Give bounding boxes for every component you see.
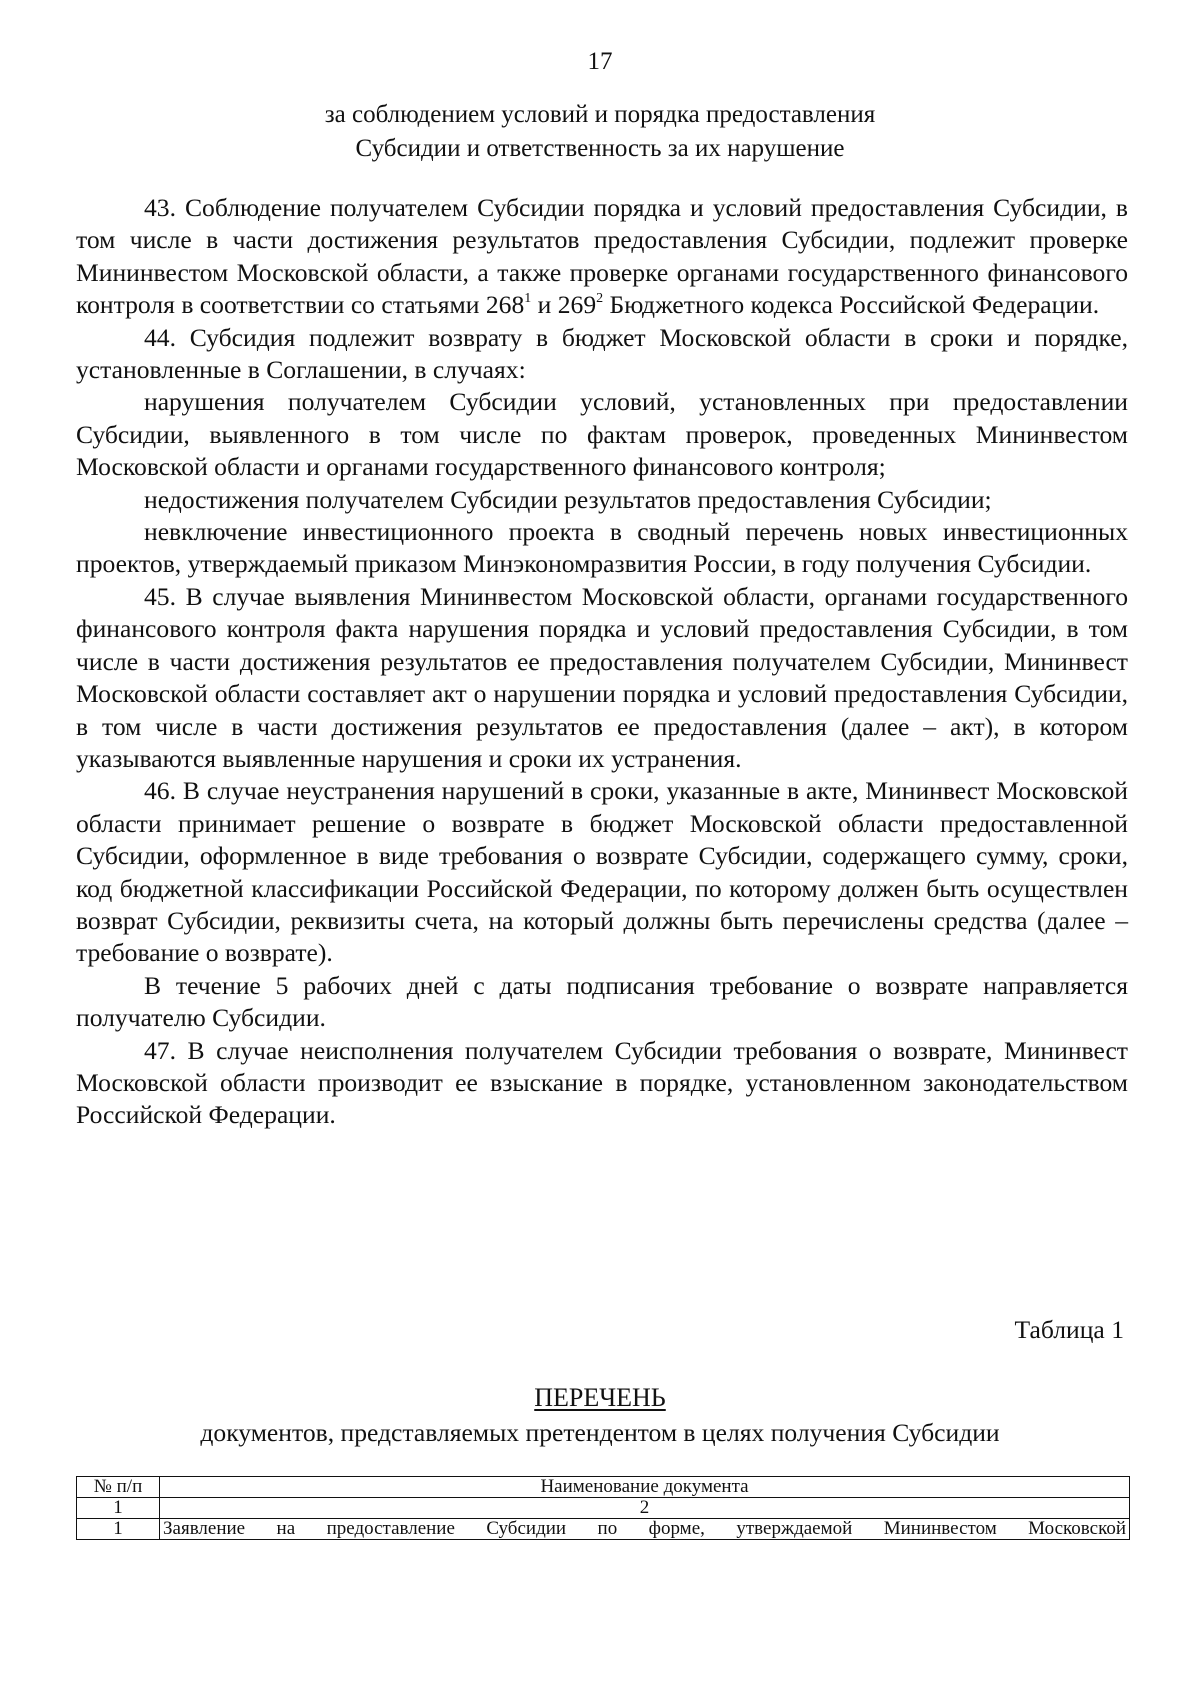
paragraph-43 (76, 192, 1128, 322)
header-number: № п/п (77, 1477, 160, 1498)
table-caption: Таблица 1 (1014, 1315, 1124, 1344)
list-title: ПЕРЕЧЕНЬ (534, 1383, 666, 1412)
table-header-row (77, 1477, 1130, 1498)
list-subtitle: документов, представляемых претендентом в целях получения Субсидии (200, 1418, 1000, 1447)
documents-table (76, 1476, 1130, 1540)
footnote-sup-1: 1 (524, 290, 532, 306)
numbering-col-1: 1 (77, 1498, 160, 1519)
paragraph-44-case-1: нарушения получателем Субсидии условий, установленных при предоставлении Субсидии, выявленного в том числе по фактам проверок, проведенных Мининвестом Московской области и органами государственного финансового контроля; (76, 387, 1128, 482)
row-number: 1 (77, 1519, 160, 1540)
section-heading (0, 98, 1200, 166)
paragraph-47: 47. В случае неисполнения получателем Субсидии требования о возврате, Мининвест Московской области производит ее взыскание в порядке, установленном законодательством Российской Федерации. (76, 1035, 1128, 1130)
paragraph-43-mid: и 269 (531, 290, 597, 320)
page-number: 17 (587, 48, 613, 75)
section-heading-line-1: за соблюдением условий и порядка предоставления (324, 101, 876, 128)
row-document-name: Заявление на предоставление Субсидии по форме, утверждаемой Мининвестом Московской (160, 1519, 1130, 1540)
paragraph-44-case-2: недостижения получателем Субсидии результатов предоставления Субсидии; (144, 484, 992, 514)
paragraph-43-text: 43. Соблюдение получателем Субсидии порядка и условий предоставления Субсидии, в том числе в части достижения результатов предоставления Субсидии, подлежит проверке Мининвестом Московской области, а также проверке органами государственного финансового контроля в соответствии со статьями 268 (76, 193, 1128, 320)
paragraph-43-end: Бюджетного кодекса Российской Федерации. (603, 290, 1100, 320)
paragraph-44-case-3: невключение инвестиционного проекта в сводный перечень новых инвестиционных проектов, утверждаемый приказом Минэкономразвития России, в году получения Субсидии. (76, 517, 1128, 579)
table-row (77, 1519, 1130, 1540)
numbering-col-2: 2 (160, 1498, 1130, 1519)
paragraph-44: 44. Субсидия подлежит возврату в бюджет Московской области в сроки и порядке, установленные в Соглашении, в случаях: (76, 322, 1128, 385)
paragraph-46: 46. В случае неустранения нарушений в сроки, указанные в акте, Мининвест Московской области принимает решение о возврате в бюджет Московской области предоставленной Субсидии, оформленное в виде требования о возврате Субсидии, содержащего сумму, сроки, код бюджетной классификации Российской Федерации, по которому должен быть осуществлен возврат Субсидии, реквизиты счета, на который должны быть перечислены средства (далее – требование о возврате). (76, 776, 1128, 968)
body-text (76, 192, 1128, 1132)
paragraph-45: 45. В случае выявления Мининвестом Московской области, органами государственного финансового контроля факта нарушения порядка и условий предоставления Субсидии, в том числе в части достижения результатов ее предоставления получателем Субсидии, Мининвест Московской области составляет акт о нарушении порядка и условий предоставления Субсидии, в том числе в части достижения результатов ее предоставления (далее – акт), в котором указываются выявленные нарушения и сроки их устранения. (76, 581, 1128, 773)
footnote-sup-2: 2 (596, 290, 604, 306)
section-heading-line-2: Субсидии и ответственность за их нарушение (355, 135, 845, 162)
header-document-name: Наименование документа (160, 1477, 1130, 1498)
paragraph-46-b: В течение 5 рабочих дней с даты подписания требование о возврате направляется получателю Субсидии. (76, 970, 1128, 1033)
table-numbering-row (77, 1498, 1130, 1519)
